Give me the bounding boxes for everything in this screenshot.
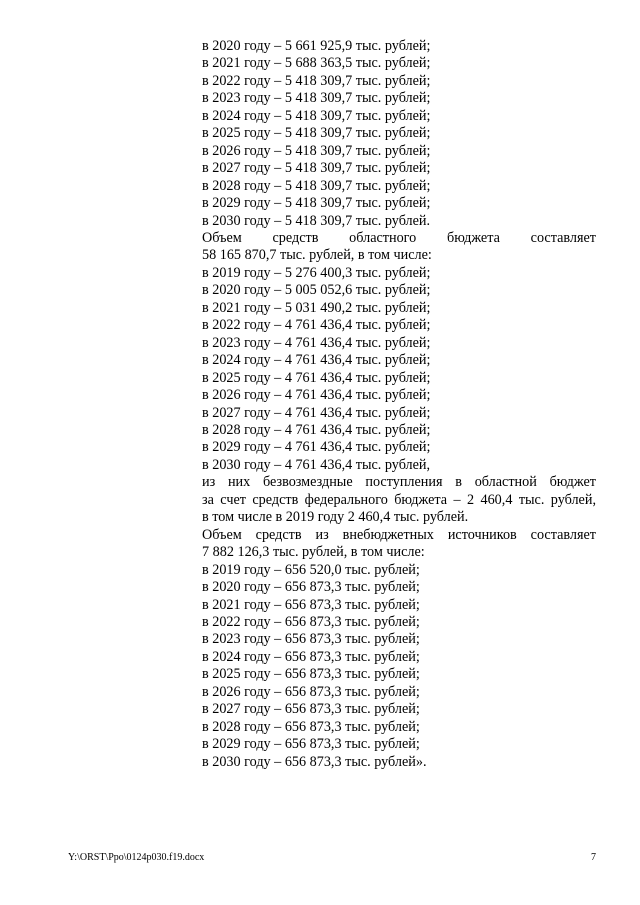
text-line: за счет средств федерального бюджета – 2 460,4 тыс. рублей, <box>202 491 596 508</box>
text-line: 7 882 126,3 тыс. рублей, в том числе: <box>202 544 425 561</box>
text-line: Объем средств из внебюджетных источников составляет <box>202 526 596 543</box>
text-line: в 2030 году – 4 761 436,4 тыс. рублей, <box>202 456 431 473</box>
page-number: 7 <box>591 852 596 863</box>
text-line: в 2026 году – 656 873,3 тыс. рублей; <box>202 683 420 700</box>
text-line: в 2024 году – 4 761 436,4 тыс. рублей; <box>202 352 431 369</box>
text-line: в 2024 году – 5 418 309,7 тыс. рублей; <box>202 107 431 124</box>
text-line: в 2030 году – 656 873,3 тыс. рублей». <box>202 753 427 770</box>
text-line: Объем средств областного бюджета составляет <box>202 229 596 246</box>
text-line: в 2028 году – 5 418 309,7 тыс. рублей; <box>202 177 431 194</box>
text-line: в 2020 году – 656 873,3 тыс. рублей; <box>202 579 420 596</box>
text-line: в 2020 году – 5 005 052,6 тыс. рублей; <box>202 282 431 299</box>
text-line: в 2028 году – 4 761 436,4 тыс. рублей; <box>202 421 431 438</box>
text-line: в 2022 году – 656 873,3 тыс. рублей; <box>202 613 420 630</box>
text-line: в 2023 году – 4 761 436,4 тыс. рублей; <box>202 334 431 351</box>
text-line: в 2021 году – 5 688 363,5 тыс. рублей; <box>202 55 431 72</box>
text-line: в 2025 году – 4 761 436,4 тыс. рублей; <box>202 369 431 386</box>
text-line: в 2021 году – 656 873,3 тыс. рублей; <box>202 596 420 613</box>
footer-file-path: Y:\ORST\Ppo\0124p030.f19.docx <box>68 852 205 863</box>
text-line: в 2022 году – 5 418 309,7 тыс. рублей; <box>202 72 431 89</box>
text-line: в 2030 году – 5 418 309,7 тыс. рублей. <box>202 212 431 229</box>
text-line: в 2024 году – 656 873,3 тыс. рублей; <box>202 648 420 665</box>
text-line: в 2021 году – 5 031 490,2 тыс. рублей; <box>202 299 431 316</box>
text-line: из них безвозмездные поступления в областной бюджет <box>202 474 596 491</box>
document-body <box>202 38 596 771</box>
text-line: 58 165 870,7 тыс. рублей, в том числе: <box>202 247 432 264</box>
text-line: в 2027 году – 5 418 309,7 тыс. рублей; <box>202 160 431 177</box>
text-line: в 2029 году – 656 873,3 тыс. рублей; <box>202 736 420 753</box>
text-line: в 2026 году – 4 761 436,4 тыс. рублей; <box>202 387 431 404</box>
text-line: в 2022 году – 4 761 436,4 тыс. рублей; <box>202 317 431 334</box>
text-line: в 2025 году – 5 418 309,7 тыс. рублей; <box>202 125 431 142</box>
text-line: в 2029 году – 5 418 309,7 тыс. рублей; <box>202 195 431 212</box>
text-line: в 2020 году – 5 661 925,9 тыс. рублей; <box>202 38 431 54</box>
text-line: в 2019 году – 656 520,0 тыс. рублей; <box>202 561 420 578</box>
text-line: в том числе в 2019 году 2 460,4 тыс. рублей. <box>202 509 469 526</box>
text-line: в 2027 году – 656 873,3 тыс. рублей; <box>202 701 420 718</box>
text-line: в 2019 году – 5 276 400,3 тыс. рублей; <box>202 264 431 281</box>
text-line: в 2027 году – 4 761 436,4 тыс. рублей; <box>202 404 431 421</box>
text-line: в 2025 году – 656 873,3 тыс. рублей; <box>202 666 420 683</box>
text-line: в 2023 году – 5 418 309,7 тыс. рублей; <box>202 90 431 107</box>
text-line: в 2026 году – 5 418 309,7 тыс. рублей; <box>202 142 431 159</box>
text-line: в 2029 году – 4 761 436,4 тыс. рублей; <box>202 439 431 456</box>
text-line: в 2023 году – 656 873,3 тыс. рублей; <box>202 631 420 648</box>
text-line: в 2028 году – 656 873,3 тыс. рублей; <box>202 718 420 735</box>
